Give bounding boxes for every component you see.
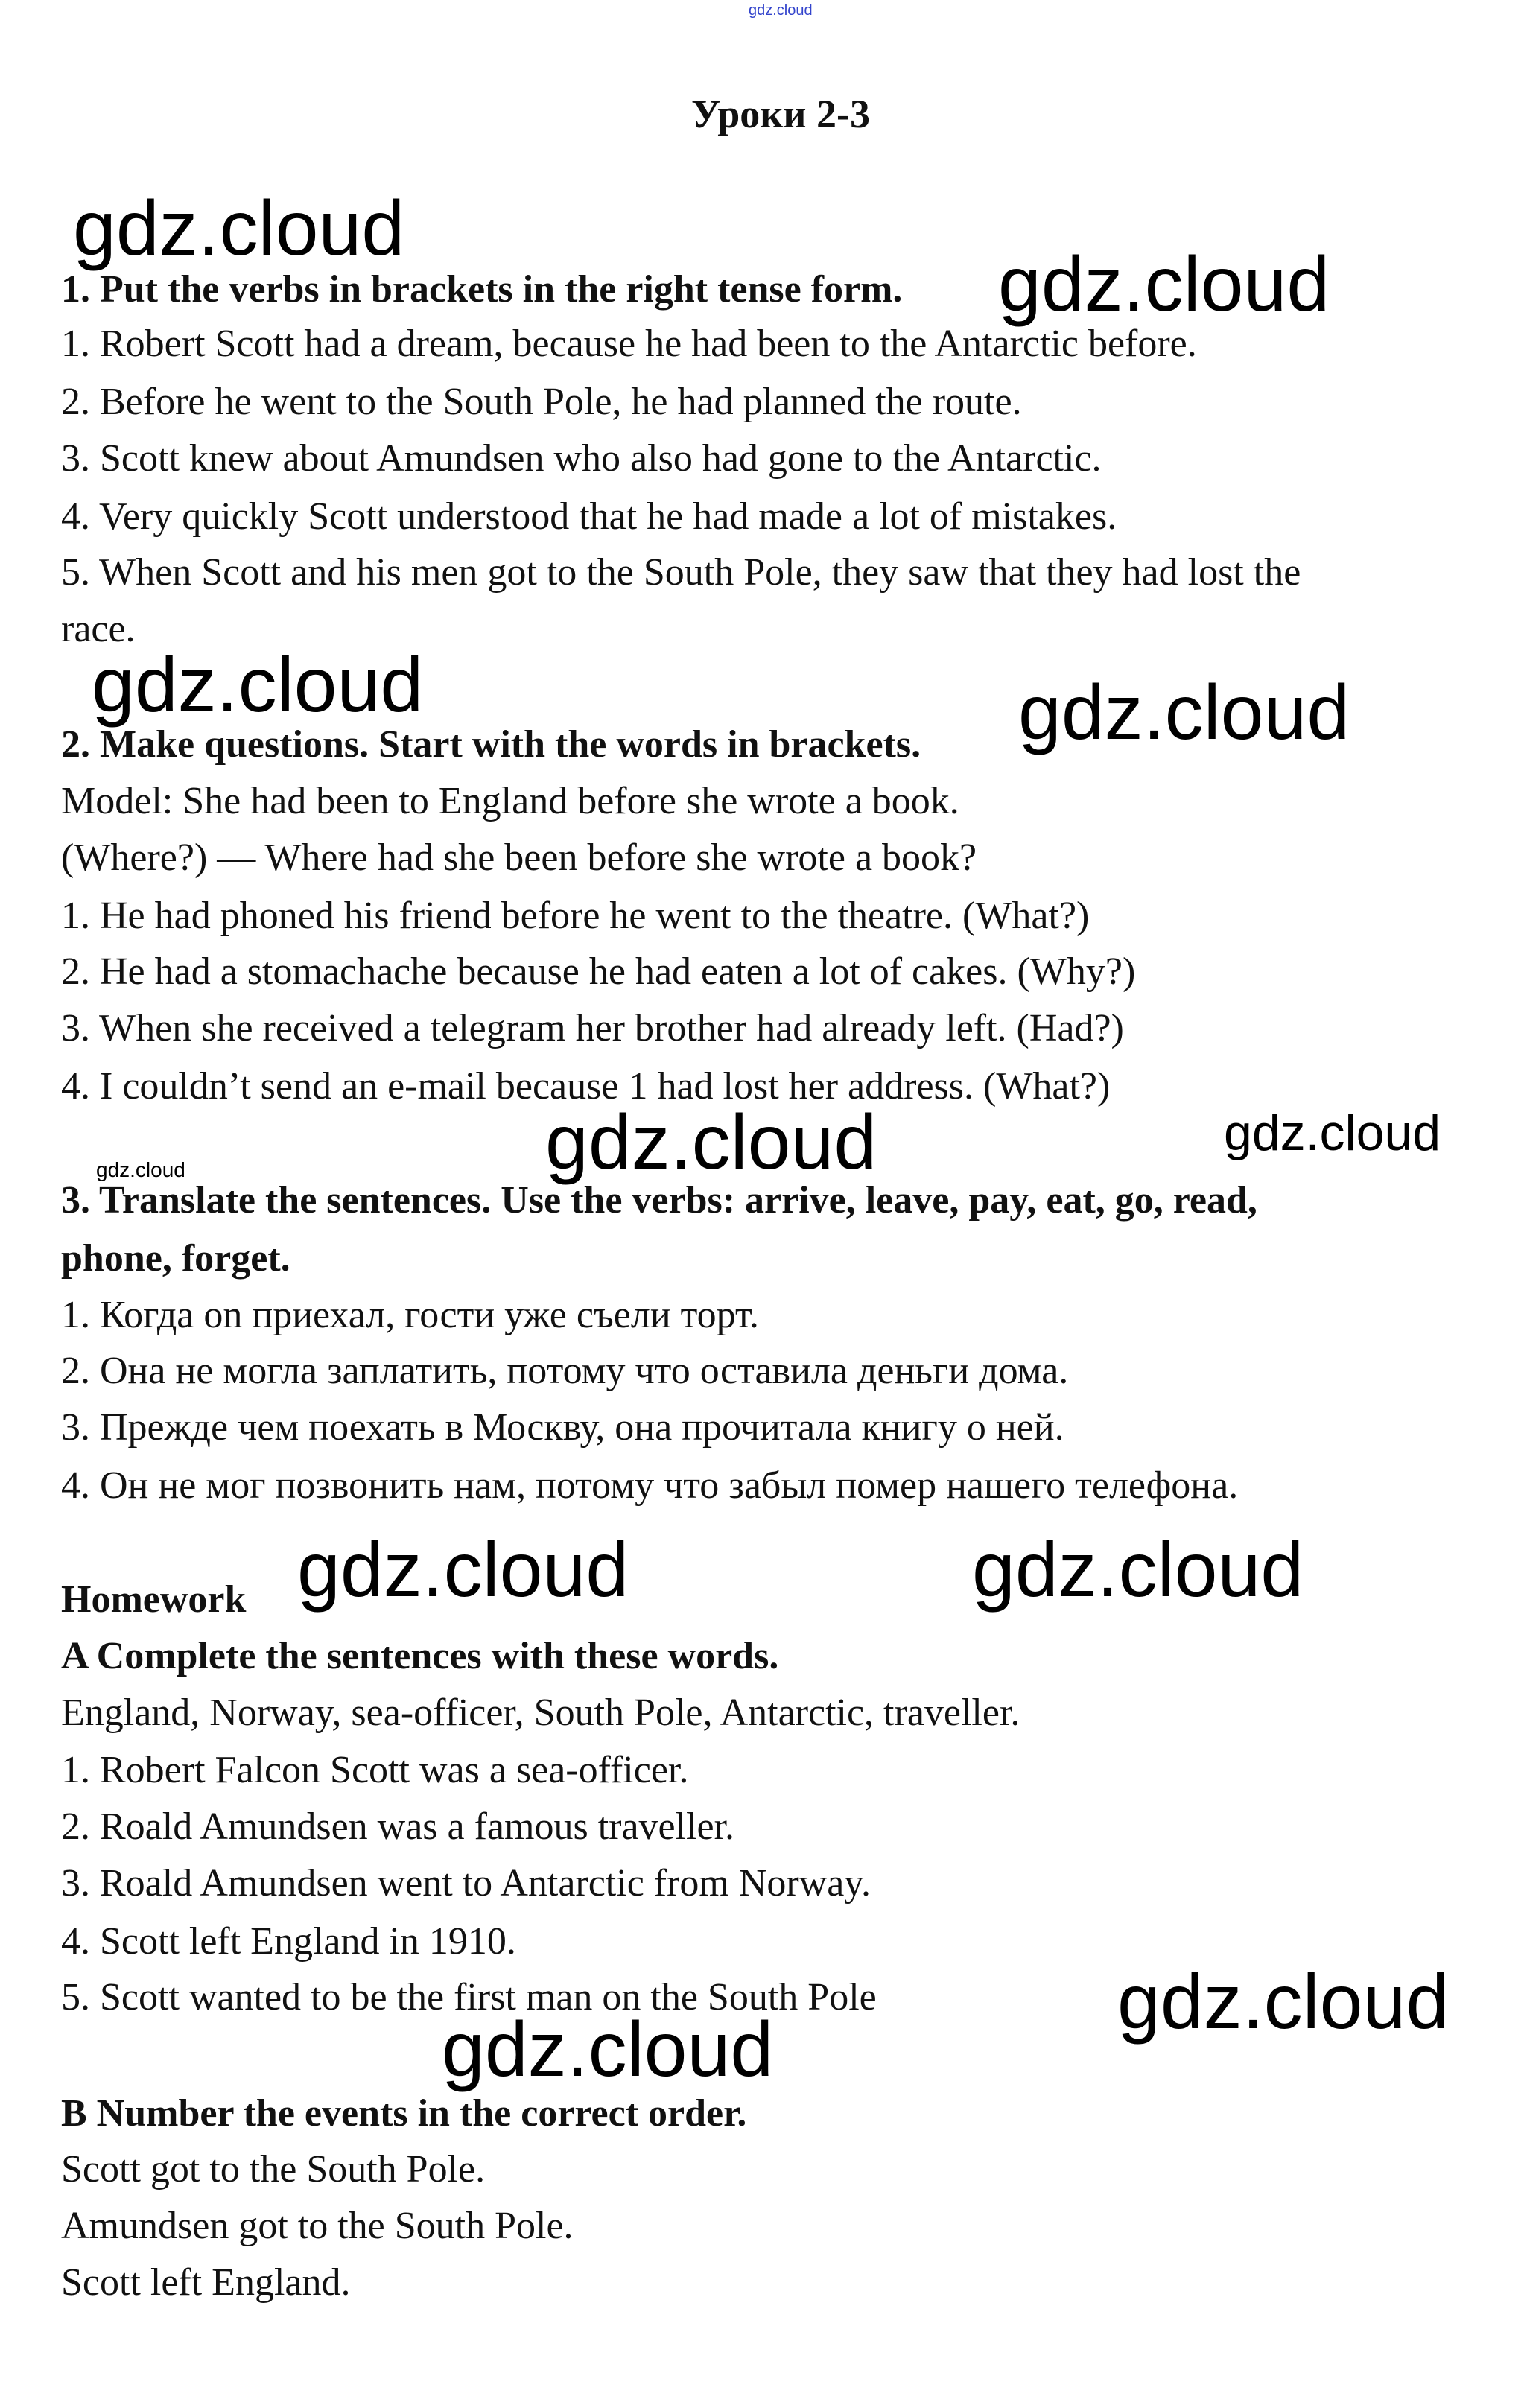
exercise-2-line: Model: She had been to England before she wrote a book.	[61, 780, 959, 822]
exercise-3-line: 1. Когда on приехал, гости уже съели торт.	[61, 1294, 759, 1336]
homework-a-line: England, Norway, sea-officer, South Pole, Antarctic, traveller.	[61, 1691, 1020, 1734]
homework-a-line: 1. Robert Falcon Scott was a sea-officer.	[61, 1749, 689, 1791]
watermark: gdz.cloud	[1018, 670, 1350, 756]
homework-b-heading: B Number the events in the correct order.	[61, 2092, 747, 2135]
exercise-3-heading: 3. Translate the sentences. Use the verbs: arrive, leave, pay, eat, go, read,	[61, 1179, 1257, 1222]
exercise-3-line: 3. Прежде чем поехать в Москву, она прочитала книгу о ней.	[61, 1406, 1064, 1449]
homework-a-heading: A Complete the sentences with these words.	[61, 1635, 779, 1677]
watermark: gdz.cloud	[1224, 1105, 1441, 1161]
watermark: gdz.cloud	[92, 642, 424, 728]
exercise-2-line: 4. I couldn’t send an e-mail because 1 had lost her address. (What?)	[61, 1065, 1111, 1108]
homework-heading: Homework	[61, 1578, 247, 1621]
watermark: gdz.cloud	[972, 1527, 1304, 1613]
exercise-1-line: 2. Before he went to the South Pole, he had planned the route.	[61, 381, 1022, 423]
homework-a-line: 3. Roald Amundsen went to Antarctic from Norway.	[61, 1862, 871, 1905]
exercise-3-line: 4. Он не мог позвонить нам, потому что забыл помер нашего телефона.	[61, 1464, 1239, 1507]
exercise-1-line: 3. Scott knew about Amundsen who also had gone to the Antarctic.	[61, 437, 1102, 480]
page-title: Уроки 2-3	[691, 92, 870, 136]
homework-b-line: Scott left England.	[61, 2261, 351, 2304]
exercise-1-line: race.	[61, 608, 136, 650]
exercise-1-heading: 1. Put the verbs in brackets in the right tense form.	[61, 268, 903, 311]
watermark: gdz.cloud	[998, 241, 1330, 328]
watermark: gdz.cloud	[442, 2007, 774, 2093]
watermark: gdz.cloud	[73, 185, 405, 272]
exercise-1-line: 5. When Scott and his men got to the South Pole, they saw that they had lost the	[61, 551, 1301, 594]
exercise-3-line: 2. Она не могла заплатить, потому что оставила деньги дома.	[61, 1350, 1069, 1392]
homework-a-line: 4. Scott left England in 1910.	[61, 1920, 516, 1963]
exercise-3-heading: phone, forget.	[61, 1237, 290, 1280]
exercise-1-line: 1. Robert Scott had a dream, because he had been to the Antarctic before.	[61, 323, 1197, 365]
watermark: gdz.cloud	[1117, 1959, 1450, 2045]
exercise-2-line: 2. He had a stomachache because he had eaten a lot of cakes. (Why?)	[61, 950, 1136, 993]
watermark: gdz.cloud	[96, 1158, 185, 1181]
homework-b-line: Amundsen got to the South Pole.	[61, 2205, 574, 2247]
exercise-2-heading: 2. Make questions. Start with the words in brackets.	[61, 723, 921, 766]
watermark: gdz.cloud	[297, 1527, 629, 1613]
homework-b-line: Scott got to the South Pole.	[61, 2148, 486, 2191]
exercise-2-line: 3. When she received a telegram her brother had already left. (Had?)	[61, 1007, 1124, 1049]
watermark: gdz.cloud	[749, 2, 813, 19]
homework-a-line: 2. Roald Amundsen was a famous traveller.	[61, 1805, 735, 1848]
watermark: gdz.cloud	[545, 1099, 877, 1186]
exercise-1-line: 4. Very quickly Scott understood that he had made a lot of mistakes.	[61, 495, 1117, 538]
exercise-2-line: (Where?) — Where had she been before she wrote a book?	[61, 836, 977, 879]
homework-a-line: 5. Scott wanted to be the first man on the South Pole	[61, 1976, 877, 2018]
exercise-2-line: 1. He had phoned his friend before he went to the theatre. (What?)	[61, 895, 1090, 937]
